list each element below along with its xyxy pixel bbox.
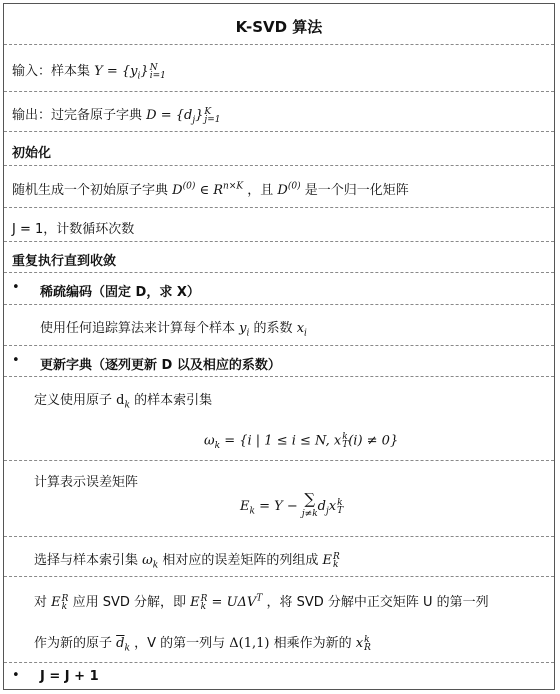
init-heading-row	[4, 132, 554, 166]
sparse-heading: 稀疏编码（固定 D，求 X）	[40, 285, 200, 300]
select-row	[4, 537, 554, 577]
define-text: 定义使用原子 $d_k$ 的样本索引集	[34, 393, 213, 411]
title-row	[4, 4, 554, 45]
init-text-row	[4, 166, 554, 208]
output-label: 输出：过完备原子字典	[12, 108, 143, 123]
output-row	[4, 92, 554, 132]
input-math: $Y = \{y_i\}N$ i=1	[94, 62, 166, 82]
sparse-heading-row	[4, 273, 554, 305]
define-row	[4, 377, 554, 461]
svd-line-1: 对 ER k 应用 SVD 分解，即 ER $k = U\Delta V^T$ ，将 SVD 分解中正交矩阵 U 的第一列	[34, 593, 489, 612]
j-init-row	[4, 208, 554, 242]
j-increment: J = J + 1	[40, 669, 99, 684]
input-row	[4, 45, 554, 92]
init-text: 随机生成一个初始原子字典 $D^{(0)}$ ∈ $R^{n\times K}$ ，且 $D^{(0)}$ 是一个归一化矩阵	[12, 181, 409, 198]
error-equation: $E_k = Y$ − ∑ $j\ne kd_jxk$ T	[240, 490, 344, 519]
error-text: 计算表示误差矩阵	[34, 475, 139, 490]
bullet-icon: •	[12, 353, 20, 368]
select-text: 选择与样本索引集 $\omega_k$ 相对应的误差矩阵的列组成 ER k	[34, 551, 340, 571]
bullet-icon: •	[12, 668, 20, 683]
init-heading: 初始化	[12, 146, 52, 161]
j-init-text: J = 1，计数循环次数	[12, 222, 135, 237]
sparse-text: 使用任何追踪算法来计算每个样本 $y_i$ 的系数 $x_i$	[40, 321, 307, 339]
update-heading: 更新字典（逐列更新 D 以及相应的系数）	[40, 358, 281, 373]
input-label: 输入：样本集	[12, 64, 91, 79]
algorithm-title: K-SVD 算法	[235, 18, 323, 36]
input-line	[12, 60, 166, 82]
svd-line-2: 作为新的原子 $\overline{d}_k$ ，V 的第一列与 Δ(1,1) 相乘作为新的 xk R	[34, 634, 371, 654]
output-math: $D = \{d_j\}K$ j=1	[146, 106, 221, 126]
error-row	[4, 461, 554, 537]
sparse-text-row	[4, 305, 554, 346]
repeat-heading-row	[4, 242, 554, 273]
update-heading-row	[4, 346, 554, 377]
bullet-icon: •	[12, 280, 20, 295]
repeat-heading: 重复执行直到收敛	[12, 254, 117, 269]
j-increment-row	[4, 663, 554, 690]
svd-row	[4, 577, 554, 663]
omega-equation: $\omega_k = \{i$ | 1 ≤ i ≤ N, xk T(i) ≠ 0}	[204, 432, 399, 452]
algorithm-box	[3, 3, 555, 690]
output-line	[12, 104, 220, 126]
